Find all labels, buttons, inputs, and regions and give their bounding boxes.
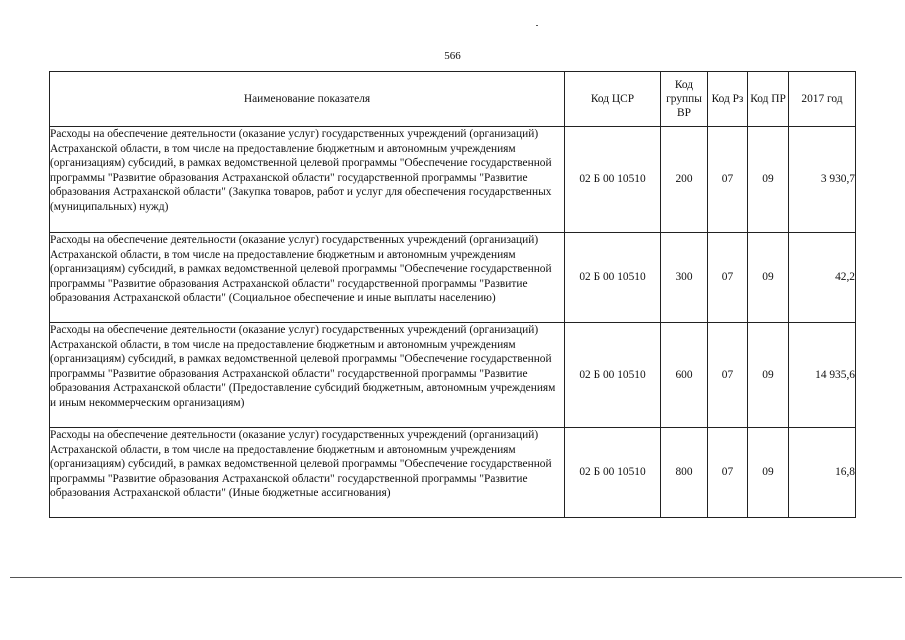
row-name: Расходы на обеспечение деятельности (оказание услуг) государственных учреждений (организаций) Астраханской области, в том числе на предоставление бюджетным и автономным учреждениям (организациям) субсидий, в рамках ведомственной целевой программы "Обеспечение государственной программы "Развитие образования Астраханской области" государственной программы "Развитие образования Астраханской области" (Закупка товаров, работ и услуг для обеспечения государственных (муниципальных) нужд) [50, 127, 565, 233]
row-rz: 07 [708, 127, 748, 233]
row-amount: 14 935,6 [789, 323, 856, 428]
row-vr: 200 [661, 127, 708, 233]
row-rz: 07 [708, 323, 748, 428]
row-amount: 3 930,7 [789, 127, 856, 233]
row-csr: 02 Б 00 10510 [565, 127, 661, 233]
scan-speck [536, 25, 538, 26]
row-vr: 600 [661, 323, 708, 428]
row-csr: 02 Б 00 10510 [565, 428, 661, 518]
header-rz: Код Рз [708, 72, 748, 127]
row-name: Расходы на обеспечение деятельности (оказание услуг) государственных учреждений (организаций) Астраханской области, в том числе на предоставление бюджетным и автономным учреждениям (организациям) субсидий, в рамках ведомственной целевой программы "Обеспечение государственной программы "Развитие образования Астраханской области" государственной программы "Развитие образования Астраханской области" (Социальное обеспечение и иные выплаты населению) [50, 233, 565, 323]
budget-table [49, 71, 856, 518]
header-csr: Код ЦСР [565, 72, 661, 127]
header-name: Наименование показателя [50, 72, 565, 127]
row-csr: 02 Б 00 10510 [565, 233, 661, 323]
header-year: 2017 год [789, 72, 856, 127]
row-rz: 07 [708, 233, 748, 323]
header-pr: Код ПР [748, 72, 789, 127]
row-rz: 07 [708, 428, 748, 518]
row-pr: 09 [748, 127, 789, 233]
row-pr: 09 [748, 233, 789, 323]
footer-divider [10, 577, 902, 578]
row-name: Расходы на обеспечение деятельности (оказание услуг) государственных учреждений (организаций) Астраханской области, в том числе на предоставление бюджетным и автономным учреждениям (организациям) субсидий, в рамках ведомственной целевой программы "Обеспечение государственной программы "Развитие образования Астраханской области" государственной программы "Развитие образования Астраханской области" (Предоставление субсидий бюджетным, автономным учреждениям и иным некоммерческим организациям) [50, 323, 565, 428]
table-row [50, 127, 856, 233]
table-row [50, 323, 856, 428]
row-vr: 800 [661, 428, 708, 518]
row-amount: 42,2 [789, 233, 856, 323]
table-header-row [50, 72, 856, 127]
row-csr: 02 Б 00 10510 [565, 323, 661, 428]
table-row [50, 233, 856, 323]
row-amount: 16,8 [789, 428, 856, 518]
row-name: Расходы на обеспечение деятельности (оказание услуг) государственных учреждений (организаций) Астраханской области, в том числе на предоставление бюджетным и автономным учреждениям (организациям) субсидий, в рамках ведомственной целевой программы "Обеспечение государственной программы "Развитие образования Астраханской области" государственной программы "Развитие образования Астраханской области" (Иные бюджетные ассигнования) [50, 428, 565, 518]
table-row [50, 428, 856, 518]
row-pr: 09 [748, 323, 789, 428]
header-vr: Код группы ВР [661, 72, 708, 127]
row-vr: 300 [661, 233, 708, 323]
row-pr: 09 [748, 428, 789, 518]
page-number: 566 [444, 50, 461, 62]
